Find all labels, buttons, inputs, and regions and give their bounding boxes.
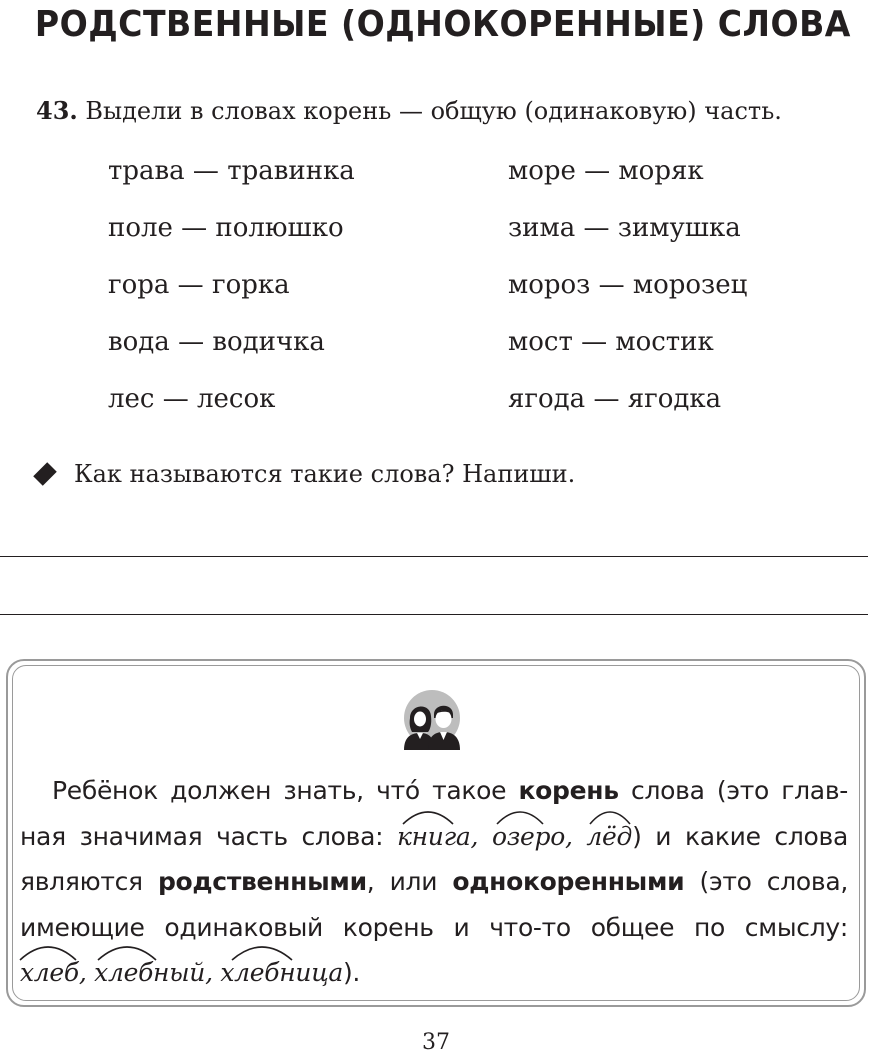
question-text: Как называются такие слова? Напиши. [74, 460, 576, 488]
note-text-run: ). [342, 958, 361, 987]
pair-left-1: трава — травинка [108, 156, 355, 186]
question [34, 460, 575, 488]
page-number: 37 [422, 1030, 450, 1055]
answer-line-2[interactable] [0, 614, 868, 615]
answer-line-1[interactable] [0, 556, 868, 557]
pair-right-5: ягода — ягодка [508, 384, 722, 414]
term-same-root: однокоренными [452, 867, 685, 896]
parents-icon [400, 690, 464, 750]
task-number: 43. [36, 96, 78, 125]
pair-right-2: зима — зимушка [508, 213, 741, 243]
note-text-run: , или [366, 867, 453, 896]
root-examples: книга, озеро, лёд [397, 821, 633, 851]
pair-right-3: мороз — морозец [508, 270, 748, 300]
pair-left-5: лес — лесок [108, 384, 276, 414]
term-related: родственными [157, 867, 367, 896]
note-text-run: ная значимая часть слова: [20, 821, 397, 851]
pair-left-2: поле — полюшко [108, 213, 344, 243]
parent-note-text [20, 768, 848, 996]
note-line-3 [20, 859, 848, 905]
pair-left-4: вода — водичка [108, 327, 325, 357]
note-text-run: (это слова, [684, 867, 848, 896]
note-text-run: Ребёнок должен знать, что́ такое [52, 776, 519, 805]
task-text: Выдели в словах корень — общую (одинаковую) часть. [77, 97, 782, 125]
same-root-examples: хлеб, хлебный, хлебница [20, 958, 343, 987]
note-line-4: имеющие одинаковый корень и что-то общее по смыслу: [20, 912, 848, 942]
page-title: РОДСТВЕННЫЕ (ОДНОКОРЕННЫЕ) СЛОВА [34, 4, 851, 45]
note-line-1 [20, 768, 848, 814]
diamond-bullet-icon [33, 462, 57, 486]
note-text-run: ) и какие слова [632, 821, 848, 851]
note-text-run: слова (это глав- [618, 776, 848, 805]
pair-right-4: мост — мостик [508, 327, 714, 357]
note-line-2 [20, 814, 848, 860]
pair-right-1: море — моряк [508, 156, 704, 186]
pair-left-3: гора — горка [108, 270, 290, 300]
term-root: корень [518, 776, 619, 805]
note-text-run: являются [20, 867, 158, 896]
task-statement [36, 96, 782, 125]
note-line-5 [20, 950, 848, 996]
